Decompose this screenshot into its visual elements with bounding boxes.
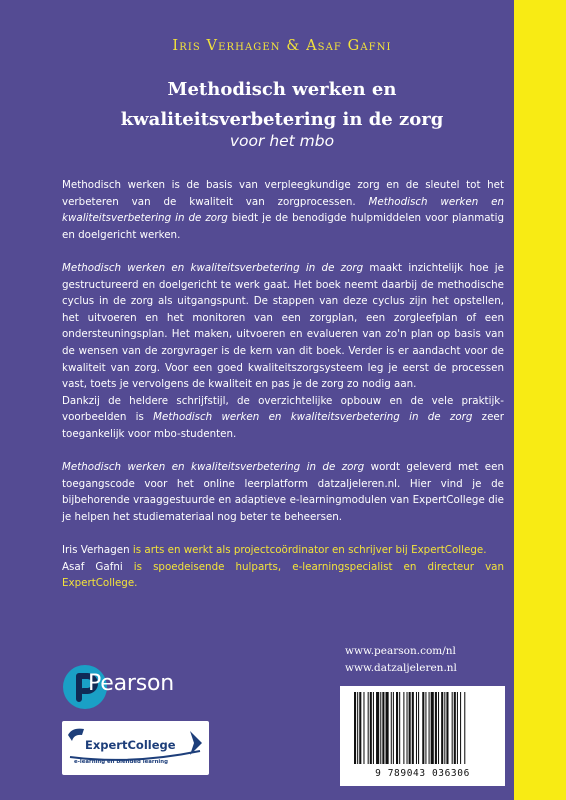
website-datzaljeleren-link[interactable]: www.datzaljeleren.nl — [345, 662, 457, 674]
barcode-number: 9 789043 036306 — [375, 768, 470, 779]
yellow-spine-strip — [514, 0, 566, 800]
book-title — [62, 75, 502, 135]
blurb-book-title: Methodisch werken en kwaliteitsverbetering in de zorg — [62, 261, 364, 274]
website-list — [345, 643, 505, 677]
blurb-text: Dankzij de heldere schrijfstijl, de overzichtelijke opbouw en de vele praktijkvoorbeelden is — [62, 394, 504, 424]
isbn-barcode — [340, 686, 505, 786]
author-bio-text: is spoedeisende hulparts, e-learningspecialist en directeur van ExpertCollege. — [62, 560, 504, 590]
author-bio-text: is arts en werkt als projectcoördinator en schrijver bij ExpertCollege. — [129, 544, 487, 557]
book-subtitle: voor het mbo — [229, 132, 335, 150]
blurb-paragraph-2 — [62, 260, 504, 393]
website-pearson-link[interactable]: www.pearson.com/nl — [345, 645, 456, 657]
barcode-bars-icon — [350, 690, 495, 766]
blurb-text: biedt je de benodigde hulpmiddelen voor planmatig en doelgericht werken. — [62, 212, 504, 241]
expertcollege-wordmark: ExpertCollege — [85, 738, 176, 752]
author-bio-2 — [62, 559, 504, 592]
blurb-text: zeer toegankelijk voor mbo-studenten. — [62, 411, 504, 440]
author-bio-1 — [62, 542, 504, 559]
expertcollege-tagline: e-learning en blended learning — [74, 759, 168, 765]
blurb-paragraph-4 — [62, 459, 504, 525]
book-title-line1: Methodisch werken en — [167, 79, 397, 100]
author-bio-name: Asaf Gafni — [62, 560, 123, 573]
blurb-text: Methodisch werken is de basis van verpleegkundige zorg en de sleutel tot het verbeteren van de kwaliteit van zorgprocessen. — [62, 179, 504, 208]
blurb-paragraph-3 — [62, 393, 504, 443]
blurb-text: wordt geleverd met een toegangscode voor het online leerplatform datzaljeleren.nl. Hier vind je de bijbehorende vraaggestuurde en adaptieve e-learningmodulen van ExpertCollege die je helpen het studiemateriaal nog beter te beheersen. — [62, 461, 504, 523]
blurb — [62, 177, 504, 592]
expertcollege-logo — [62, 721, 209, 775]
blurb-text: maakt inzichtelijk hoe je gestructureerd en doelgericht te werk gaat. Het boek neemt daarbij de methodische cyclus in de zorg als uitgangspunt. De stappen van deze cyclus zijn het opstellen, het uitvoeren en het monitoren van een zorgplan, een zorgleefplan of een ondersteuningsplan. Het maken, uitvoeren en evalueren van zo'n plan op basis van de wensen van de zorgvrager is de kern van dit boek. Verder is er aandacht voor de kwaliteit van zorg. Voor een goed kwaliteitszorgsysteem leg je eerst de processen vast, toets je vervolgens de kwaliteit en pas je de zorg zo nodig aan. — [62, 261, 504, 391]
pearson-wordmark: Pearson — [88, 671, 175, 696]
book-title-line2: kwaliteitsverbetering in de zorg — [120, 109, 444, 130]
blurb-book-title: Methodisch werken en kwaliteitsverbetering in de zorg — [62, 461, 365, 474]
blurb-book-title: Methodisch werken en kwaliteitsverbetering in de zorg — [153, 411, 473, 424]
author-names: Iris Verhagen & Asaf Gafni — [172, 38, 392, 54]
blurb-paragraph-1 — [62, 177, 504, 243]
blurb-book-title: Methodisch werken en kwaliteitsverbetering in de zorg — [62, 195, 504, 225]
author-bio-name: Iris Verhagen — [62, 544, 130, 557]
